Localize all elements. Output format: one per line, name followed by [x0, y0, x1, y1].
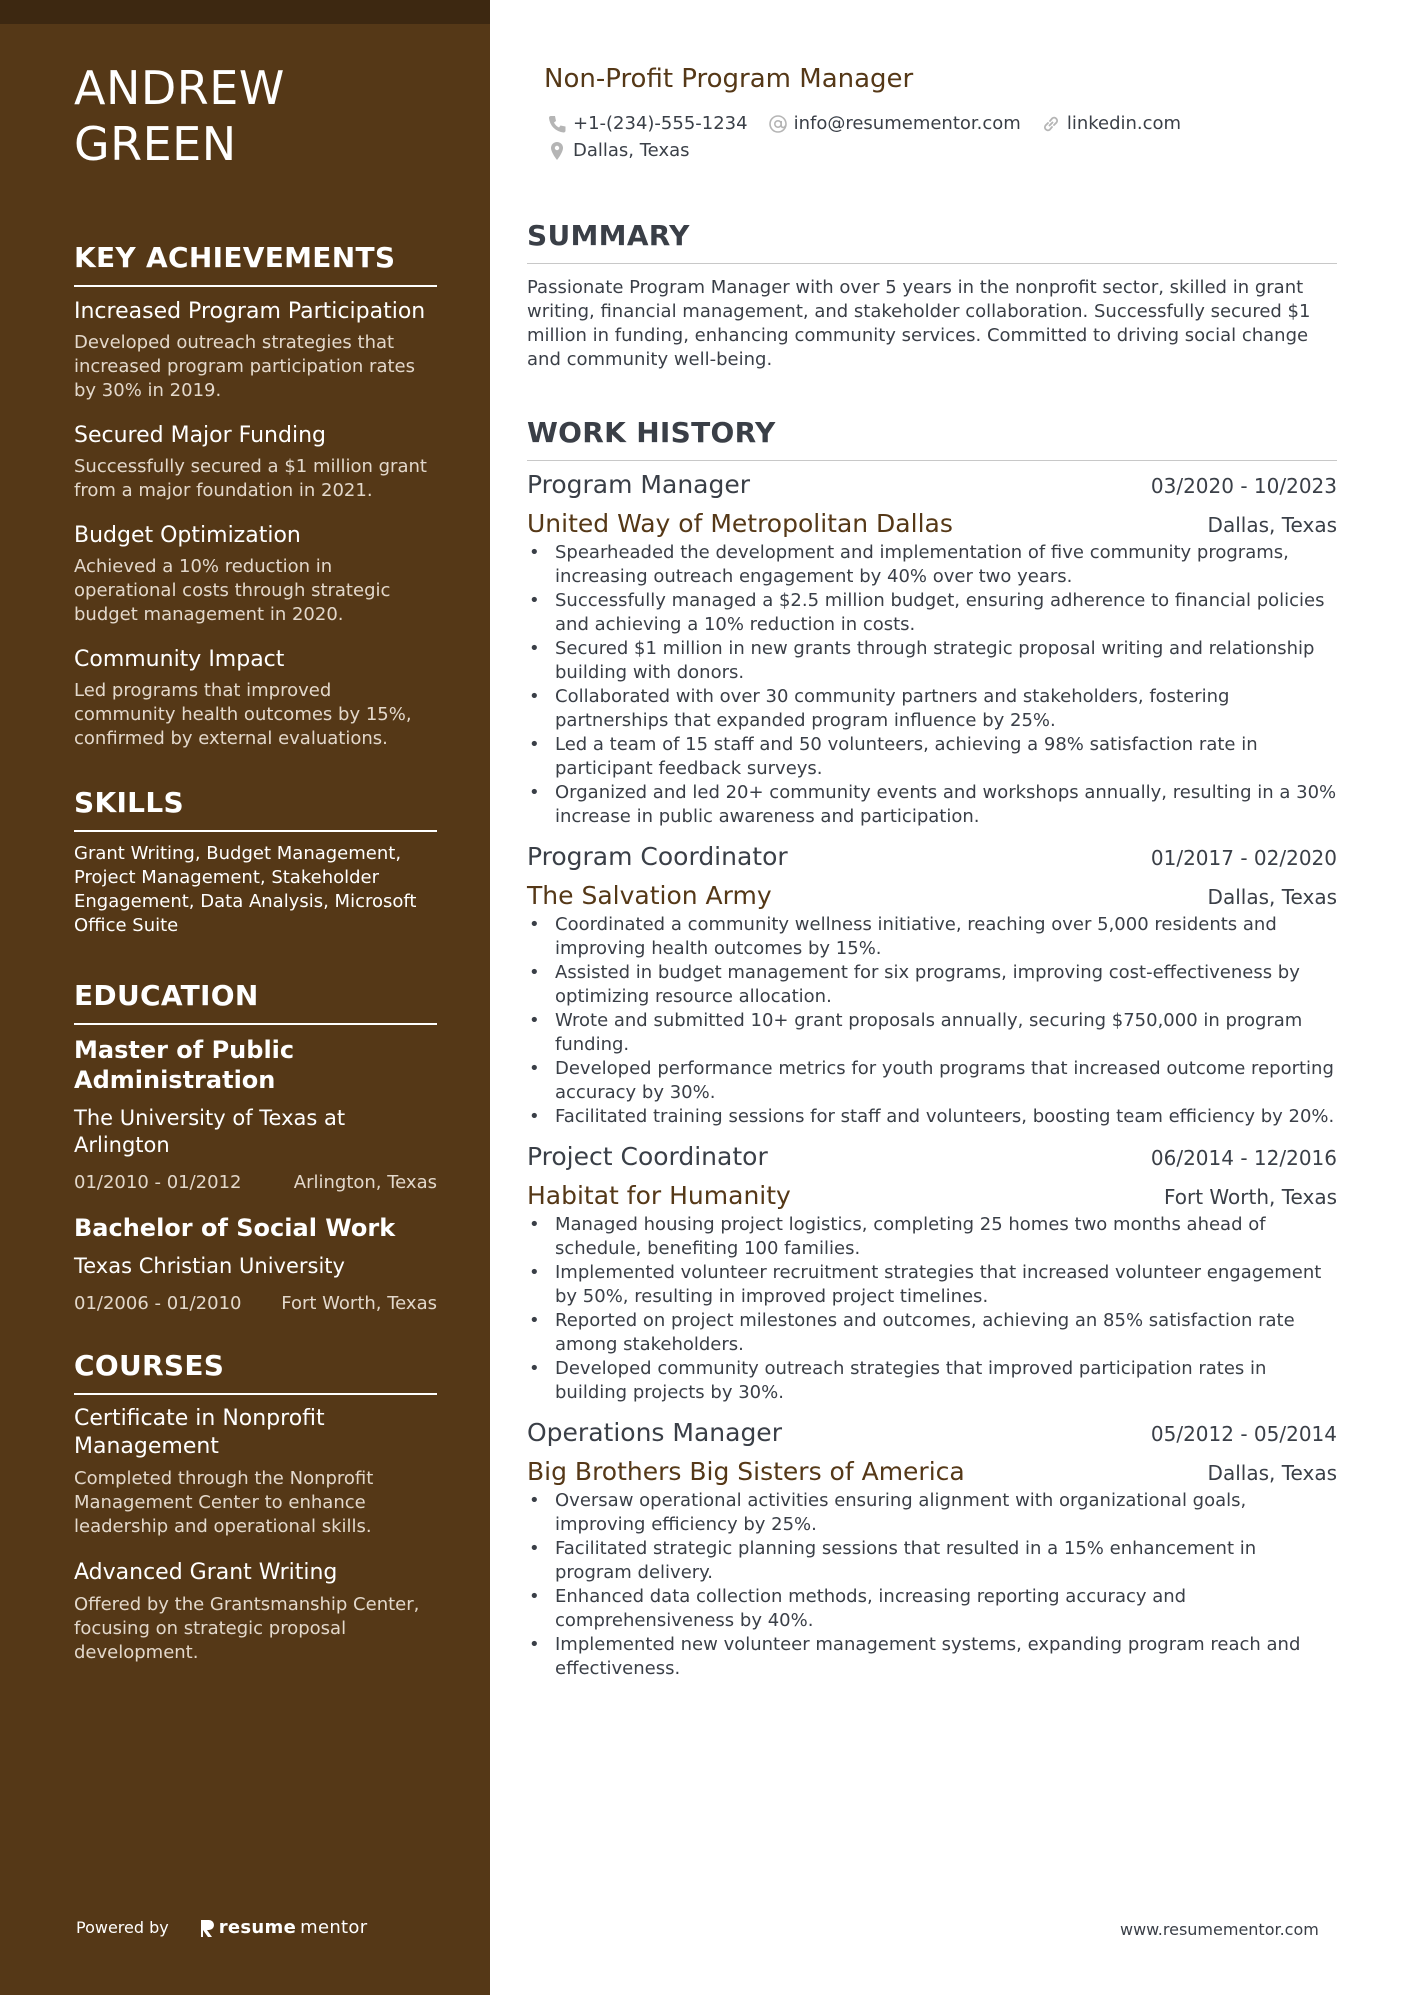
summary-section	[527, 218, 1337, 372]
education-item	[74, 1213, 437, 1316]
sidebar-content	[74, 60, 437, 1685]
job-entry	[527, 469, 1337, 829]
education-degree: Master of Public Administration	[74, 1036, 295, 1094]
job-bullet: • Assisted in budget management for six programs, improving cost-effectiveness by optimizing resource allocation.	[527, 961, 1337, 1009]
achievement-title: Secured Major Funding	[74, 423, 326, 448]
course-desc: Completed through the Nonprofit Management Center to enhance leadership and operational skills.	[74, 1468, 374, 1537]
courses-section	[74, 1348, 437, 1665]
job-dates: 06/2014 - 12/2016	[1150, 1146, 1337, 1170]
brand-logo[interactable]	[199, 1917, 368, 1938]
job-bullet: • Implemented new volunteer management systems, expanding program reach and effectiveness.	[527, 1633, 1337, 1681]
job-bullet: • Facilitated strategic planning sessions that resulted in a 15% enhancement in program delivery.	[527, 1537, 1337, 1585]
job-dates: 05/2012 - 05/2014	[1150, 1422, 1337, 1446]
job-bullet: • Enhanced data collection methods, increasing reporting accuracy and comprehensiveness by 40%.	[527, 1585, 1337, 1633]
job-bullet: • Implemented volunteer recruitment strategies that increased volunteer engagement by 50%, resulting in improved project timelines.	[527, 1261, 1337, 1309]
summary-heading: SUMMARY	[527, 218, 1337, 264]
education-school: The University of Texas at Arlington	[74, 1106, 346, 1157]
job-location: Dallas, Texas	[1207, 513, 1337, 537]
job-bullets	[527, 913, 1337, 1129]
job-bullet: • Led a team of 15 staff and 50 volunteers, achieving a 98% satisfaction rate in participant feedback surveys.	[527, 733, 1337, 781]
powered-by	[76, 1917, 367, 1938]
job-dates: 01/2017 - 02/2020	[1150, 846, 1337, 870]
education-meta	[74, 1171, 437, 1195]
course-desc: Offered by the Grantsmanship Center, focusing on strategic proposal development.	[74, 1594, 420, 1663]
work-history-section	[527, 415, 1337, 1681]
job-bullets	[527, 1213, 1337, 1405]
education-meta	[74, 1292, 437, 1316]
contact-row	[547, 137, 1307, 164]
skills-section	[74, 785, 437, 938]
course-item	[74, 1405, 437, 1539]
contact-row	[547, 110, 1307, 137]
contact-phone[interactable]	[547, 110, 748, 137]
brand-name-light: mentor	[300, 1917, 368, 1938]
email-text: info@resumementor.com	[793, 113, 1021, 134]
link-icon	[1041, 114, 1061, 134]
achievement-desc: Led programs that improved community health outcomes by 15%, confirmed by external evaluations.	[74, 680, 412, 749]
sidebar	[0, 0, 490, 1995]
skills-list: Grant Writing, Budget Management, Project Management, Stakeholder Engagement, Data Analysis, Microsoft Office Suite	[74, 843, 417, 936]
job-role: Project Coordinator	[527, 1142, 768, 1171]
job-header	[527, 469, 1337, 501]
job-bullet: • Developed performance metrics for youth programs that increased outcome reporting accuracy by 30%.	[527, 1057, 1337, 1105]
job-company-row	[527, 509, 1337, 539]
achievements-heading: KEY ACHIEVEMENTS	[74, 240, 437, 287]
achievement-desc: Developed outreach strategies that increased program participation rates by 30% in 2019.	[74, 332, 415, 401]
course-title: Certificate in Nonprofit Management	[74, 1406, 325, 1459]
job-role: Program Coordinator	[527, 842, 788, 871]
candidate-name: ANDREW GREEN	[74, 61, 285, 171]
job-role: Program Manager	[527, 470, 751, 499]
achievement-item	[74, 645, 437, 751]
achievements-section	[74, 240, 437, 751]
job-header	[527, 1141, 1337, 1173]
contact-location	[547, 137, 690, 164]
job-location: Fort Worth, Texas	[1163, 1185, 1337, 1209]
achievement-desc: Achieved a 10% reduction in operational costs through strategic budget management in 2020.	[74, 556, 391, 625]
job-company-row	[527, 881, 1337, 911]
job-bullet: • Facilitated training sessions for staff and volunteers, boosting team efficiency by 20%.	[527, 1105, 1337, 1129]
course-item	[74, 1559, 437, 1665]
job-header	[527, 1417, 1337, 1449]
job-bullets	[527, 1489, 1337, 1681]
job-bullet: • Collaborated with over 30 community partners and stakeholders, fostering partnerships that expanded program influence by 25%.	[527, 685, 1337, 733]
job-company: United Way of Metropolitan Dallas	[527, 509, 953, 538]
education-item	[74, 1035, 437, 1195]
job-bullet: • Organized and led 20+ community events and workshops annually, resulting in a 30% increase in public awareness and participation.	[527, 781, 1337, 829]
job-location: Dallas, Texas	[1207, 1461, 1337, 1485]
location-pin-icon	[547, 141, 567, 161]
education-section	[74, 978, 437, 1316]
summary-text: Passionate Program Manager with over 5 years in the nonprofit sector, skilled in grant writing, financial management, and stakeholder collaboration. Successfully secured $1 million in funding, enhancing community services. Committed to driving social change and community well-being.	[527, 277, 1311, 370]
powered-by-label: Powered by	[76, 1918, 169, 1937]
job-header	[527, 841, 1337, 873]
job-bullet: • Reported on project milestones and outcomes, achieving an 85% satisfaction rate among stakeholders.	[527, 1309, 1337, 1357]
location-text: Dallas, Texas	[573, 140, 690, 161]
job-bullets	[527, 541, 1337, 829]
education-school: Texas Christian University	[74, 1254, 345, 1278]
job-company-row	[527, 1457, 1337, 1487]
at-sign-icon	[768, 114, 788, 134]
job-bullet: • Wrote and submitted 10+ grant proposals annually, securing $750,000 in program funding.	[527, 1009, 1337, 1057]
brand-name-bold: resume	[218, 1917, 297, 1938]
job-bullet: • Successfully managed a $2.5 million budget, ensuring adherence to financial policies and achieving a 10% reduction in costs.	[527, 589, 1337, 637]
linkedin-text: linkedin.com	[1066, 113, 1182, 134]
achievement-item	[74, 421, 437, 503]
job-bullet: • Spearheaded the development and implementation of five community programs, increasing outreach engagement by 40% over two years.	[527, 541, 1337, 589]
achievement-item	[74, 297, 437, 403]
job-bullet: • Managed housing project logistics, completing 25 homes two months ahead of schedule, benefiting 100 families.	[527, 1213, 1337, 1261]
footer-url[interactable]: www.resumementor.com	[1120, 1920, 1319, 1939]
job-dates: 03/2020 - 10/2023	[1150, 474, 1337, 498]
achievement-title: Increased Program Participation	[74, 299, 426, 324]
education-degree: Bachelor of Social Work	[74, 1214, 396, 1242]
phone-icon	[547, 114, 567, 134]
job-bullet: • Secured $1 million in new grants through strategic proposal writing and relationship building with donors.	[527, 637, 1337, 685]
contact-email[interactable]	[768, 110, 1021, 137]
job-company: The Salvation Army	[527, 881, 772, 910]
sidebar-top-bar	[0, 0, 490, 24]
job-company-row	[527, 1181, 1337, 1211]
job-entry	[527, 1417, 1337, 1681]
work-history-heading: WORK HISTORY	[527, 415, 1337, 461]
job-company: Big Brothers Big Sisters of America	[527, 1457, 965, 1486]
education-location: Fort Worth, Texas	[281, 1293, 437, 1314]
achievement-item	[74, 521, 437, 627]
courses-heading: COURSES	[74, 1348, 437, 1395]
achievement-title: Budget Optimization	[74, 523, 301, 548]
education-dates: 01/2010 - 01/2012	[74, 1172, 242, 1193]
contact-linkedin[interactable]	[1041, 110, 1181, 137]
job-bullet: • Oversaw operational activities ensuring alignment with organizational goals, improving efficiency by 25%.	[527, 1489, 1337, 1537]
job-bullet: • Developed community outreach strategies that improved participation rates in building projects by 30%.	[527, 1357, 1337, 1405]
job-location: Dallas, Texas	[1207, 885, 1337, 909]
job-entry	[527, 841, 1337, 1129]
target-job-title: Non-Profit Program Manager	[544, 64, 914, 94]
education-dates: 01/2006 - 01/2010	[74, 1293, 242, 1314]
resumementor-logo-icon	[199, 1918, 215, 1938]
contact-info	[547, 110, 1307, 164]
achievement-desc: Successfully secured a $1 million grant from a major foundation in 2021.	[74, 456, 427, 501]
education-heading: EDUCATION	[74, 978, 437, 1025]
phone-text: +1-(234)-555-1234	[573, 113, 748, 134]
job-bullet: • Coordinated a community wellness initiative, reaching over 5,000 residents and improving health outcomes by 15%.	[527, 913, 1337, 961]
course-title: Advanced Grant Writing	[74, 1560, 338, 1585]
job-company: Habitat for Humanity	[527, 1181, 791, 1210]
skills-heading: SKILLS	[74, 785, 437, 832]
job-role: Operations Manager	[527, 1418, 782, 1447]
education-location: Arlington, Texas	[293, 1172, 437, 1193]
achievement-title: Community Impact	[74, 647, 285, 672]
job-entry	[527, 1141, 1337, 1405]
